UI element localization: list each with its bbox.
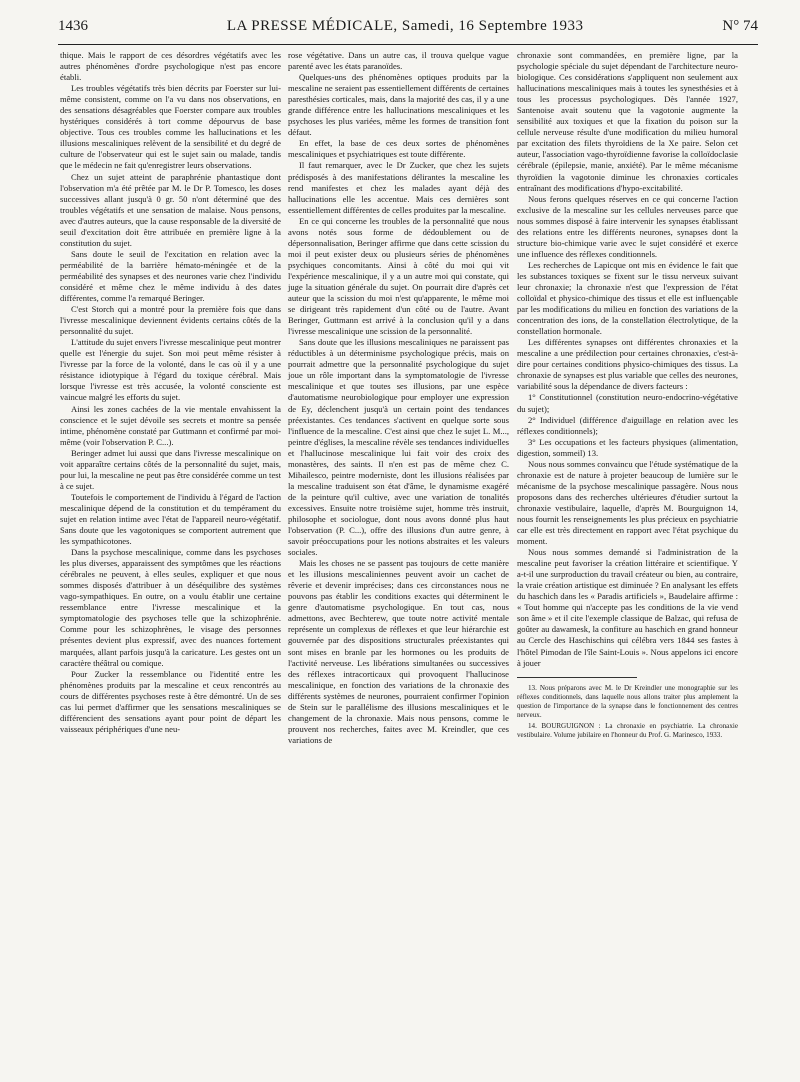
paragraph: L'attitude du sujet envers l'ivresse mescalinique peut montrer quelle est l'énergie du sujet. Son moi peut même résister à l'ivresse par la force de la volonté, dans le cas où il y a une résistance idiotypique à l'égard du toxique cérébral. Mais lorsque l'ivresse est très accusée, la volonté consciente est vaincue malgré les efforts du sujet. bbox=[60, 337, 282, 403]
paragraph: Dans la psychose mescalinique, comme dans les psychoses les plus diverses, apparaissent des symptômes que les réactions cérébrales ne peuvent, à elles seules, expliquer et que nous sommes disposés d'attribuer à un déséquilibre des systèmes vago-sympathiques. En outre, on a voulu établir une certaine ressemblance entre l'ivresse mescalinique et la symptomatologie des psychoses telle que la schizophrénie. Comme pour les schizophrènes, le visage des personnes présentes devient plus expressif, avec des nuances fortement marquées, allant parfois jusqu'à la caricature. Les gestes ont un caractère théâtral ou comique. bbox=[60, 547, 281, 668]
paragraph: Nous nous sommes convaincu que l'étude systématique de la chronaxie est de nature à projeter beaucoup de lumière sur le mécanisme de la psychose mescalinique passagère. Nous nous proposons dans des recherches ultérieures d'étudier surtout la chronaxie vestibulaire, laquelle, d'après M. Bourguignon 14, nous fournit les renseignements les plus précieux en psychiatrie car elle est très directement en rapport avec l'état psychique du moment. bbox=[517, 458, 738, 547]
footnote: 14. BOURGUIGNON : La chronaxie en psychiatrie. La chronaxie vestibulaire. Volume jubilaire en l'honneur du Prof. G. Marinesco, 1933. bbox=[517, 721, 738, 739]
paragraph: Quelques-uns des phénomènes optiques produits par la mescaline ne seraient pas essentiellement différents de certaines paresthésies corticales, mais, dans la majorité des cas, il y a une grande différence entre les hallucinations mescaliniques et les psychoses les plus variées, même les formes de transition font défaut. bbox=[288, 72, 509, 138]
paragraph: Les recherches de Lapicque ont mis en évidence le fait que les substances toxiques se fixent sur le tissu nerveux suivant leur chronaxie; la chronaxie n'est que l'expression de l'état colloïdal et physico-chimique des tissus et elle est influençable par les modifications du milieu en fonction des variations de la concentration des ions, de la constellation électrolytique, de la constellation hormonale. bbox=[517, 259, 738, 337]
paragraph: Il faut remarquer, avec le Dr Zucker, que chez les sujets prédisposés à des manifestations délirantes la mescaline les rend manifestes et chez les malades ayant déjà des hallucinations elle les accentue. Mais ces dernières sont essentiellement différentes de celles produites par la mescaline. bbox=[288, 160, 509, 215]
paragraph: En ce qui concerne les troubles de la personnalité que nous avons notés sous forme de dédoublement ou de dépersonnalisation, Beringer affirme que dans cette scission du moi il peut exister deux ou plusieurs séries de phénomènes psychiques concomitants. Ainsi à côté du moi qui vit l'expérience mescalinique, il y a un autre moi qui constate, qui juge la situation générale du sujet. On pourrait dire d'après cet auteur que la scission du moi n'est qu'apparente, le même moi se dirigeant très rapidement d'un côté ou de l'autre. Avant Beringer, Guttmann est arrivé à la conclusion qu'il y a dans l'ivresse mescalinique une scission de la personnalité. bbox=[288, 215, 509, 337]
paragraph: Toutefois le comportement de l'individu à l'égard de l'action mescalinique dépend de la constitution et du tempérament du sujet en relation intime avec l'état de l'appareil neuro-végétatif. Sans doute que les vagotoniques se comportent autrement que les sympathicotones. bbox=[60, 491, 281, 547]
footnote-rule bbox=[517, 677, 637, 678]
paragraph: C'est Storch qui a montré pour la première fois que dans l'ivresse mescalinique deviennent évidents certains côtés de la personnalité du sujet. bbox=[60, 304, 281, 337]
header-rule bbox=[58, 44, 758, 45]
paragraph: Beringer admet lui aussi que dans l'ivresse mescalinique on voit apparaître certains côtés de la personnalité du sujet, mais, pour lui, la mescaline ne peut pas être considérée comme un test à ce sujet. bbox=[60, 447, 281, 491]
issue-number: N° 74 bbox=[722, 18, 758, 34]
paragraph: Les troubles végétatifs très bien décrits par Foerster sur lui-même consistent, comme on l'a vu dans nos observations, en des sensations désagréables que Foerster compare aux troubles hystériques considérés à tort comme dépourvus de base objective. Tous ces troubles comme les hallucinations et les illusions mescaliniques relèvent de la sensibilité et du degré de culture de l'observateur qui est le sujet sain ou malade, tandis que le médecin ne fait qu'enregistrer leurs observations. bbox=[60, 83, 281, 171]
running-header bbox=[58, 18, 758, 40]
paragraph: Sans doute le seuil de l'excitation en relation avec la perméabilité de la barrière hémato-méningée et de la perméabilité des synapses et des neurones varie chez l'individu considéré et même chez le même individu à des dates différentes, comme l'a remarqué Beringer. bbox=[60, 248, 281, 304]
paragraph: Ainsi les zones cachées de la vie mentale envahissent la conscience et le sujet dévoile ses secrets et montre sa pensée intime, phénomène constaté par Guttmann et confirmé par moi-même (voir l'observation P. C...). bbox=[60, 403, 281, 447]
paragraph: chronaxie sont commandées, en première ligne, par la psychologie spéciale du sujet dépendant de l'architecture neuro-biologique. Ces considérations s'appliquent non seulement aux hallucinations mescaliniques mais à toutes les synesthésies et à tous les processus psychologiques. Dès l'année 1927, Santenoise avait soutenu que la vagotonie augmente la sensibilité aux toxiques et que la fixation du poison sur la cellule nerveuse résulte d'une modification du milieu humoral par excitation des filets thyroïdiens de la Xe paire. Selon cet auteur, l'association vago-thyroïdienne favorise la colloïdoclasie cérébrale (épilepsie, manie, anxiété). Par le même mécanisme thyroïdien la vagotonie diminue les chronaxies corticales entraînant des modifications d'hypo-excitabilité. bbox=[517, 50, 738, 193]
paragraph: Les différentes synapses ont différentes chronaxies et la mescaline a une prédilection pour certaines chronaxies, c'est-à-dire pour certaines conditions physico-chimiques des tissus. La chronaxie de synapses est plus variable que celles des neurones, variabilité sous la dépendance de divers facteurs : bbox=[517, 337, 738, 392]
page-number: 1436 bbox=[58, 18, 88, 34]
footnote: 13. Nous préparons avec M. le Dr Kreindler une monographie sur les réflexes conditionnels, dans laquelle nous allons traiter plus amplement la question de l'importance de la synapse dans le fonctionnement des centres nerveux. bbox=[517, 683, 738, 719]
column-left bbox=[60, 50, 281, 735]
journal-title: LA PRESSE MÉDICALE, Samedi, 16 Septembre 1933 bbox=[226, 18, 584, 34]
paragraph: Nous ferons quelques réserves en ce qui concerne l'action exclusive de la mescaline sur les cellules nerveuses parce que nous sommes disposé à faire intervenir les synapses établissant des relations entre les différents neurones, synapses dont la structure bio-chimique varie avec le sujet considéré et exerce une influence des réflexes conditionnels. bbox=[517, 193, 738, 259]
column-middle bbox=[288, 50, 509, 746]
paragraph: Pour Zucker la ressemblance ou l'identité entre les phénomènes produits par la mescaline et ceux rencontrés au cours de différentes psychoses reste à être démontré. Un de ses cas lui permet d'affirmer que les sensations mescaliniques se différencient des sensations ayant pour point de départ les vaisseaux périphériques d'une neu- bbox=[60, 668, 281, 734]
paragraph: Sans doute que les illusions mescaliniques ne paraissent pas réductibles à un déterminisme psychologique précis, mais on pourrait admettre que la personnalité psychologique du sujet joue un rôle important dans la symptomatologie de l'ivresse mescalinique et que toutes ses illusions, par une espèce d'automatisme neurobiologique pour employer une expression de Ey, déclenchent jusqu'à un certain point des tendances préexistantes. Ces tendances s'activent en quelque sorte sous l'influence de la mescaline. C'est ainsi que chez le sujet L. M..., peintre d'églises, la mescaline révèle ses tendances individuelles et l'hallucinose mescalinique lui fait voir des croix des monastères, des saints. Il n'en est pas de même chez C. Mihailesco, peintre moderniste, dont les illusions réalisées par la mescaline traduisent son état d'âme, le dynamisme exagéré de la peinture qu'il cultive, avec une variation de tonalités excessives. Ensuite notre troisième sujet, homme très instruit, philosophe et sociologue, dont nous avons donné plus haut l'observation (P. C...), offre des illusions d'un autre genre, à savoir préoccupations pour les notions abstraites et les valeurs sociales. bbox=[288, 337, 509, 558]
paragraph: Nous nous sommes demandé si l'administration de la mescaline peut favoriser la création littéraire et scientifique. Y a-t-il une surproduction du travail créateur ou bien, au contraire, la vraie création artistique est diminuée ? En analysant les effets du haschich dans les « Paradis artificiels », Baudelaire affirme : « Tout homme qui n'accepte pas les conditions de la vie vend son âme » et il cite l'exemple classique de Balzac, qui refusa de goûter au dawamesk, la confiture au haschich en grand honneur au Cercle des Haschischins qui célébra vers 1844 ses fastes à l'hôtel Pimodan de l'île Saint-Louis ». Nous appelons ici encore à jouer bbox=[517, 547, 738, 668]
paragraph: En effet, la base de ces deux sortes de phénomènes mescaliniques et psychiatriques est toute différente. bbox=[288, 138, 509, 160]
column-right bbox=[517, 50, 738, 742]
paragraph: Chez un sujet atteint de paraphrénie phantastique dont l'observation m'a été prêtée par M. le Dr P. Tomesco, les doses successives allant jusqu'à 0 gr. 50 n'ont déterminé que des troubles végétatifs et une sensation de malaise. Nous pensons, avec d'autres auteurs, que la cause responsable de la diversité de seuil d'excitation doit être attribuée en première ligne à la constitution du sujet. bbox=[60, 171, 281, 248]
list-item: 2° Individuel (différence d'aiguillage en relation avec les réflexes conditionnels); bbox=[517, 414, 738, 436]
paragraph: rose végétative. Dans un autre cas, il trouva quelque vague parenté avec les états paranoïdes. bbox=[288, 50, 509, 72]
paragraph: thique. Mais le rapport de ces désordres végétatifs avec les autres phénomènes d'ordre psychologique n'est pas encore établi. bbox=[60, 50, 281, 83]
list-item: 1° Constitutionnel (constitution neuro-endocrino-végétative du sujet); bbox=[517, 392, 738, 414]
list-item: 3° Les occupations et les facteurs physiques (alimentation, digestion, sommeil) 13. bbox=[517, 436, 738, 458]
paragraph: Mais les choses ne se passent pas toujours de cette manière et les illusions mescaliniennes peuvent avoir un cachet de rêverie et devenir imprécises; dans ces circonstances nous ne pouvons pas établir les conditions exactes qui déterminent le genre d'automatisme psychologique. En tout cas, nous admettons, avec Bechterew, que toute notre activité mentale représente un complexus de réflexes et que leur hiérarchie est gouvernée par des dispositions structurales préexistantes qui sont mises en branle par les hormones ou les produits de l'activité nerveuse. Les libérations simultanées ou successives des réflexes intracorticaux qui provoquent l'hallucinose mescalinique, en fonction des variations de la chronaxie des différents systèmes de neurones, pourraient confirmer l'opinion de Stein sur le parallélisme des illusions mescaliniques et le changement de la chronaxie. Mais nous pensons, comme le prouvent nos recherches, faites avec M. Kreindler, que ces variations de bbox=[288, 558, 509, 745]
